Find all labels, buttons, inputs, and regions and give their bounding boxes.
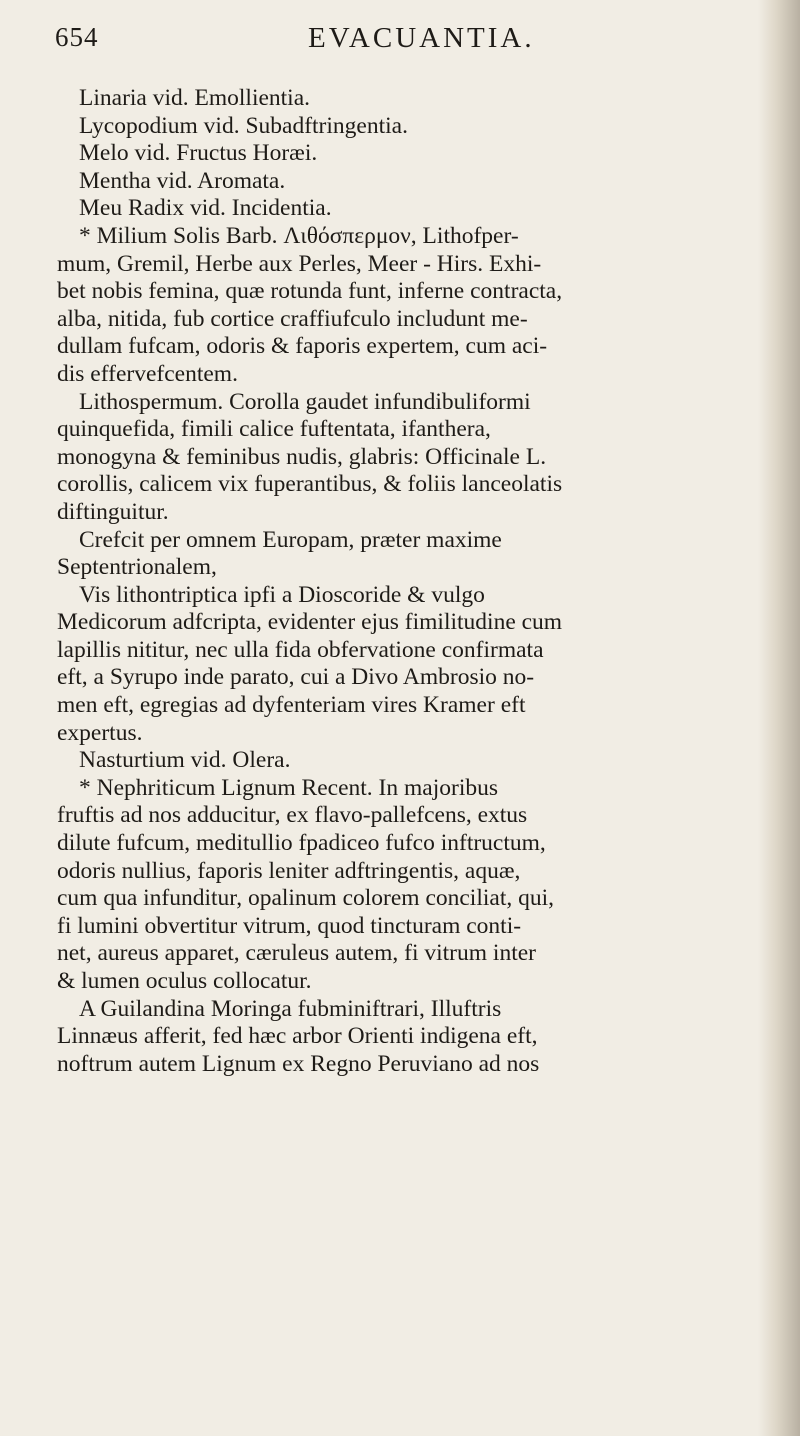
page-number: 654: [55, 22, 99, 52]
text-line: corollis, calicem vix fuperantibus, & foliis lanceolatis: [57, 471, 563, 498]
text-line: quinquefida, fimili calice fuftentata, ifanthera,: [57, 416, 491, 443]
text-line: diftinguitur.: [57, 498, 169, 525]
page-edge-shadow: [758, 0, 800, 1436]
text-line: Lycopodium vid. Subadftringentia.: [79, 112, 408, 139]
text-line: Linnæus afferit, fed hæc arbor Orienti indigena eft,: [57, 1023, 538, 1050]
text-line: * Nephriticum Lignum Recent. In majoribus: [79, 774, 498, 801]
page-header: [55, 22, 755, 62]
text-line: lapillis nititur, nec ulla fida obfervatione confirmata: [57, 636, 544, 663]
text-line: odoris nullius, faporis leniter adftringentis, aquæ,: [57, 857, 521, 884]
text-line: Meu Radix vid. Incidentia.: [79, 195, 332, 222]
text-line: Septentrionalem,: [57, 554, 217, 581]
text-line: Mentha vid. Aromata.: [79, 167, 286, 194]
text-line: * Milium Solis Barb. Λιθόσπερμον, Lithofper-: [79, 222, 519, 249]
text-line: alba, nitida, fub cortice craffiufculo includunt me-: [57, 305, 528, 332]
text-line: net, aureus apparet, cæruleus autem, fi vitrum inter: [57, 940, 536, 967]
text-line: dilute fufcum, meditullio fpadiceo fufco inftructum,: [57, 830, 546, 857]
text-line: Crefcit per omnem Europam, præter maxime: [79, 526, 502, 553]
text-line: Vis lithontriptica ipfi a Dioscoride & vulgo: [79, 581, 485, 608]
text-line: men eft, egregias ad dyfenteriam vires Kramer eft: [57, 692, 526, 719]
text-line: A Guilandina Moringa fubminiftrari, Illuftris: [79, 995, 502, 1022]
text-line: expertus.: [57, 719, 143, 746]
text-line: Lithospermum. Corolla gaudet infundibuliformi: [79, 388, 531, 415]
text-line: & lumen oculus collocatur.: [57, 968, 312, 994]
text-line: noftrum autem Lignum ex Regno Peruviano ad nos: [57, 1050, 540, 1077]
text-line: mum, Gremil, Herbe aux Perles, Meer - Hirs. Exhi-: [57, 250, 542, 277]
text-line: monogyna & feminibus nudis, glabris: Officinale L.: [57, 443, 547, 470]
text-line: Melo vid. Fructus Horæi.: [79, 140, 318, 167]
text-line: fi lumini obvertitur vitrum, quod tincturam conti-: [57, 912, 522, 939]
text-line: dullam fufcam, odoris & faporis expertem, cum aci-: [57, 333, 548, 360]
text-line: bet nobis femina, quæ rotunda funt, inferne contracta,: [57, 278, 563, 305]
text-line: dis effervefcentem.: [57, 360, 238, 387]
page-body: [57, 85, 757, 1078]
text-line: Nasturtium vid. Olera.: [79, 747, 291, 774]
text-line: eft, a Syrupo inde parato, cui a Divo Ambrosio no-: [57, 664, 535, 691]
text-line: Linaria vid. Emollientia.: [79, 85, 311, 111]
text-line: Medicorum adfcripta, evidenter ejus fimilitudine cum: [57, 609, 563, 636]
running-title: EVACUANTIA.: [308, 22, 535, 54]
text-line: cum qua infunditur, opalinum colorem conciliat, qui,: [57, 885, 555, 912]
text-line: fruftis ad nos adducitur, ex flavo-pallefcens, extus: [57, 802, 528, 829]
